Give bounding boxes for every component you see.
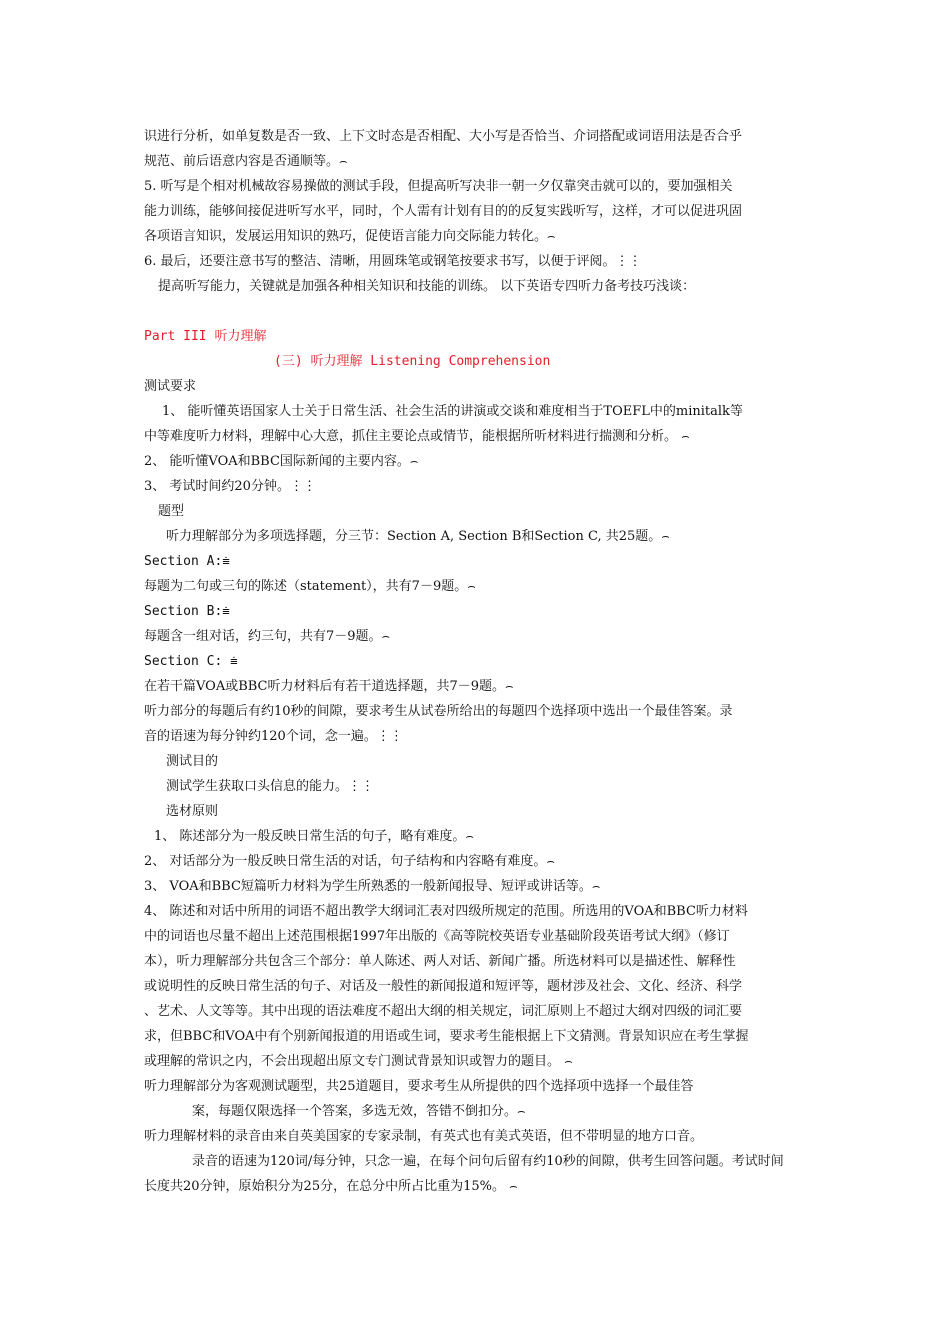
subheading-test-requirements: 测试要求 [144, 379, 197, 394]
subheading-material-principles: 选材原则 [166, 804, 219, 819]
spacer [144, 299, 810, 324]
text-line: 2、 对话部分为一般反映日常生活的对话，句子结构和内容略有难度。⌢ [144, 854, 555, 869]
text-line: 听力理解材料的录音由来自英美国家的专家录制，有英式也有美式英语，但不带明显的地方口音。 [144, 1129, 704, 1144]
part-heading: Part III 听力理解 [144, 329, 267, 344]
text-line: 能力训练，能够间接促进听写水平，同时，个人需有计划有目的的反复实践听写，这样，才可以促进巩固 [144, 204, 743, 219]
text-line: 中的词语也尽量不超出上述范围根据1997年出版的《高等院校英语专业基础阶段英语考试大纲》（修订 [144, 929, 730, 944]
text-line: 5. 听写是个相对机械故容易操做的测试手段，但提高听写决非一朝一夕仅靠突击就可以的，要加强相关 [144, 179, 733, 194]
document-body [144, 124, 810, 1199]
subheading-test-purpose: 测试目的 [166, 754, 219, 769]
section-heading: (三) 听力理解 Listening Comprehension [274, 354, 551, 369]
text-line: 长度共20分钟，原始积分为25分，在总分中所占比重为15%。 ⌢ [144, 1179, 518, 1194]
text-line: 3、 VOA和BBC短篇听力材料为学生所熟悉的一般新闻报导、短评或讲话等。⌢ [144, 879, 601, 894]
text-line: 或说明性的反映日常生活的句子、对话及一般性的新闻报道和短评等，题材涉及社会、文化、经济、科学 [144, 979, 743, 994]
text-line: 3、 考试时间约20分钟。⋮⋮ [144, 479, 316, 494]
text-line: 求，但BBC和VOA中有个别新闻报道的用语或生词，要求考生能根据上下文猜测。背景知识应在考生掌握 [144, 1029, 749, 1044]
text-line: 案，每题仅限选择一个答案，多选无效，答错不倒扣分。⌢ [192, 1104, 526, 1119]
section-a-label: Section A:⩧ [144, 554, 230, 569]
text-line: 提高听写能力，关键就是加强各种相关知识和技能的训练。 以下英语专四听力备考技巧浅谈： [158, 279, 696, 294]
text-line: 识进行分析，如单复数是否一致、上下文时态是否相配、大小写是否恰当、介词搭配或词语用法是否合乎 [144, 129, 743, 144]
text-line: 听力部分的每题后有约10秒的间隙，要求考生从试卷所给出的每题四个选择项中选出一个最佳答案。录 [144, 704, 733, 719]
subheading-question-types: 题型 [158, 504, 185, 519]
text-line: 录音的语速为120词/每分钟，只念一遍，在每个问句后留有约10秒的间隙，供考生回答问题。考试时间 [192, 1154, 784, 1169]
section-c-label: Section C: ⩧ [144, 654, 238, 669]
text-line: 6. 最后，还要注意书写的整洁、清晰，用圆珠笔或钢笔按要求书写，以便于评阅。⋮⋮ [144, 254, 642, 269]
section-b-label: Section B:⩧ [144, 604, 230, 619]
text-line: 音的语速为每分钟约120个词，念一遍。⋮⋮ [144, 729, 403, 744]
text-line: 中等难度听力材料，理解中心大意，抓住主要论点或情节，能根据所听材料进行揣测和分析。 ⌢ [144, 429, 690, 444]
text-line: 测试学生获取口头信息的能力。⋮⋮ [166, 779, 375, 794]
text-line: 每题含一组对话，约三句，共有7－9题。⌢ [144, 629, 391, 644]
text-line: 、艺术、人文等等。其中出现的语法难度不超出大纲的相关规定，词汇原则上不超过大纲对四级的词汇要 [144, 1004, 743, 1019]
text-line: 听力理解部分为客观测试题型，共25道题目，要求考生从所提供的四个选择项中选择一个最佳答 [144, 1079, 694, 1094]
text-line: 各项语言知识，发展运用知识的熟巧，促使语言能力向交际能力转化。⌢ [144, 229, 556, 244]
text-line: 1、 能听懂英语国家人士关于日常生活、社会生活的讲演或交谈和难度相当于TOEFL中的minitalk等 [162, 404, 743, 419]
text-line: 规范、前后语意内容是否通顺等。⌢ [144, 154, 348, 169]
text-line: 听力理解部分为多项选择题，分三节：Section A, Section B和Section C, 共25题。⌢ [166, 529, 670, 544]
text-line: 每题为二句或三句的陈述（statement），共有7－9题。⌢ [144, 579, 476, 594]
text-line: 或理解的常识之内，不会出现超出原文专门测试背景知识或智力的题目。 ⌢ [144, 1054, 573, 1069]
text-line: 本），听力理解部分共包含三个部分：单人陈述、两人对话、新闻广播。所选材料可以是描述性、解释性 [144, 954, 736, 969]
text-line: 1、 陈述部分为一般反映日常生活的句子，略有难度。⌢ [154, 829, 474, 844]
text-line: 2、 能听懂VOA和BBC国际新闻的主要内容。⌢ [144, 454, 419, 469]
text-line: 在若干篇VOA或BBC听力材料后有若干道选择题，共7－9题。⌢ [144, 679, 514, 694]
text-line: 4、 陈述和对话中所用的词语不超出教学大纲词汇表对四级所规定的范围。所选用的VOA和BBC听力材料 [144, 904, 748, 919]
